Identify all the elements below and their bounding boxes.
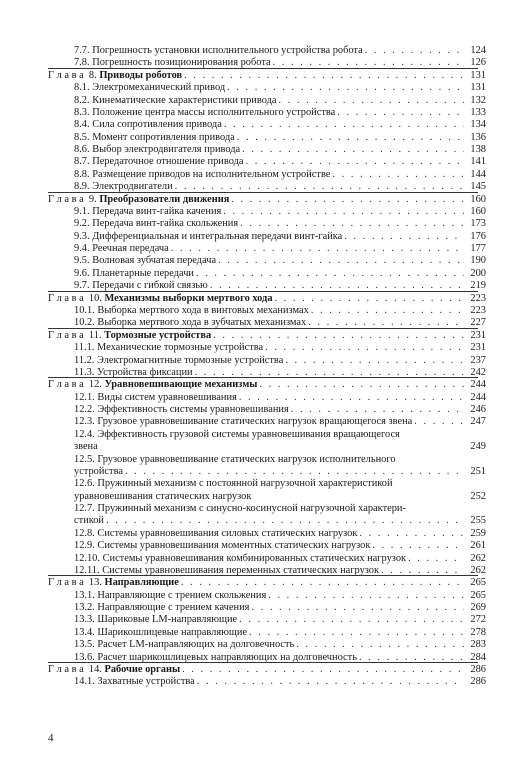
section-title: Пружинный механизм с постоянной нагрузочной характеристикой	[97, 478, 393, 490]
section-title: Волновая зубчатая передача	[92, 255, 217, 267]
chapter-title: Рабочие органы	[104, 664, 181, 675]
page-ref: 251	[470, 465, 486, 477]
page-ref: 223	[470, 304, 486, 316]
toc-section	[74, 589, 486, 602]
section-title: Погрешность позиционирования робота	[92, 57, 271, 69]
section-title: Дифференциальная и интегральная передачи винт-гайка	[92, 230, 343, 242]
dot-leader	[229, 193, 464, 206]
toc-section	[74, 354, 486, 367]
section-title: Выборка мертвого хода в зубчатых механизмах	[97, 317, 307, 329]
page-ref: 237	[470, 354, 486, 366]
dot-leader	[169, 242, 464, 255]
section-title: Устройства фиксации	[97, 366, 193, 378]
chapter-prefix: Г л а в а 10.	[48, 292, 105, 304]
page-ref: 283	[470, 639, 486, 651]
section-number: 12.10.	[74, 552, 103, 564]
section-number: 8.1.	[74, 82, 93, 94]
section-title: Расчет LM-направляющих на долговечность	[97, 639, 295, 651]
page-number: 4	[48, 732, 54, 744]
dot-leader	[221, 205, 464, 218]
toc-section	[74, 341, 486, 354]
page-ref: 176	[470, 230, 486, 242]
section-title: Расчет шарикошлицевых направляющих на долговечность	[97, 651, 357, 663]
page-ref: 160	[470, 193, 486, 205]
dot-leader	[225, 81, 464, 94]
section-title: Кинематические характеристики привода	[92, 94, 277, 106]
page-ref: 223	[470, 292, 486, 304]
page-ref: 231	[470, 342, 486, 354]
toc-section-continuation	[74, 440, 486, 453]
toc-chapter	[48, 292, 486, 305]
toc-section	[74, 267, 486, 280]
page-ref: 261	[470, 540, 486, 552]
section-title: Передачи с гибкой связью	[92, 280, 208, 292]
dot-leader	[238, 217, 464, 230]
section-number: 10.2.	[74, 317, 98, 329]
toc-section-continuation	[74, 490, 486, 503]
toc-section	[74, 552, 486, 565]
section-number: 9.7.	[74, 280, 93, 292]
section-title: Грузовое уравновешивание статических нагрузок исполнительного	[97, 453, 396, 465]
dot-leader	[222, 118, 464, 131]
page-ref: 219	[470, 280, 486, 292]
section-title-continuation: уравновешивания статических нагрузок	[74, 490, 252, 502]
dot-leader	[412, 415, 464, 428]
chapter-title: Приводы роботов	[99, 69, 183, 81]
dot-leader	[195, 675, 464, 688]
toc-section	[74, 403, 486, 416]
toc-section	[74, 391, 486, 404]
dot-leader	[179, 576, 464, 589]
section-title: Системы уравновешивания силовых статических нагрузок	[97, 527, 358, 539]
section-number: 8.4.	[74, 119, 93, 131]
section-number: 9.5.	[74, 255, 93, 267]
page-ref: 244	[470, 391, 486, 403]
dot-leader	[283, 354, 464, 367]
section-number: 12.4.	[74, 428, 98, 440]
page-ref: 136	[470, 131, 486, 143]
section-number: 11.3.	[74, 366, 97, 378]
section-number: 9.2.	[74, 218, 93, 230]
dot-leader	[309, 304, 464, 317]
toc-section	[74, 254, 486, 267]
toc-section	[74, 230, 486, 243]
section-number: 8.9.	[74, 181, 93, 193]
dot-leader	[294, 638, 464, 651]
section-number: 8.2.	[74, 94, 93, 106]
page-ref: 131	[470, 69, 486, 81]
chapter-prefix: Г л а в а 14.	[48, 664, 105, 675]
page-ref: 272	[470, 614, 486, 626]
section-title: Положение центра массы исполнительного устройства	[92, 106, 336, 118]
toc-section	[74, 626, 486, 639]
toc-section	[74, 94, 486, 107]
toc-section	[74, 415, 486, 428]
dot-leader	[194, 267, 464, 280]
page-ref: 252	[470, 490, 486, 502]
toc-section	[74, 118, 486, 131]
dot-leader	[123, 465, 464, 478]
toc-section-continuation	[74, 514, 486, 527]
section-title: Передаточное отношение привода	[92, 156, 244, 168]
toc-section	[74, 613, 486, 626]
dot-leader	[357, 527, 464, 540]
toc-section	[74, 477, 486, 490]
page-ref: 227	[470, 317, 486, 329]
section-number: 8.5.	[74, 131, 93, 143]
section-number: 14.1.	[74, 676, 98, 688]
dot-leader	[237, 613, 464, 626]
section-number: 12.3.	[74, 416, 98, 428]
toc-section	[74, 106, 486, 119]
page-ref: 244	[470, 379, 486, 391]
section-number: 9.3.	[74, 230, 93, 242]
section-title: Планетарные передачи	[92, 267, 194, 279]
dot-leader	[247, 626, 464, 639]
section-title: Передача винт-гайка качения	[92, 205, 222, 217]
dot-leader	[240, 143, 464, 156]
page-ref: 200	[470, 267, 486, 279]
dot-leader	[211, 329, 464, 342]
dot-leader	[104, 514, 464, 527]
section-title: Сила сопротивления привода	[92, 119, 222, 131]
dot-leader	[277, 94, 465, 107]
page-ref: 242	[470, 366, 486, 378]
page-ref: 262	[470, 564, 486, 576]
section-number: 7.7.	[74, 45, 93, 56]
toc-section	[74, 131, 486, 144]
section-number: 12.2.	[74, 404, 98, 416]
page-ref: 134	[470, 119, 486, 131]
section-title: Электромагнитные тормозные устройства	[97, 354, 284, 366]
page-ref: 249	[470, 441, 486, 453]
section-number: 11.1.	[74, 342, 97, 354]
section-number: 12.9.	[74, 540, 98, 552]
dot-leader	[289, 403, 464, 416]
section-title: Выбор электродвигателя привода	[92, 144, 241, 156]
section-title: Шарикошлицевые направляющие	[97, 626, 248, 638]
dot-leader	[370, 539, 464, 552]
section-title: Системы уравновешивания моментных статических нагрузок	[97, 540, 371, 552]
dot-leader	[257, 378, 464, 391]
section-title: Захватные устройства	[97, 676, 195, 688]
toc-section	[74, 155, 486, 168]
section-title: Системы уравновешивания комбинированных статических нагрузок	[102, 552, 407, 564]
dot-leader	[266, 589, 464, 602]
section-number: 12.1.	[74, 391, 98, 403]
page-ref: 133	[470, 106, 486, 118]
toc-section	[74, 453, 486, 466]
section-title: Выборка мертвого хода в винтовых механизмах	[97, 304, 309, 316]
page-ref: 259	[470, 527, 486, 539]
section-title-continuation: звена	[74, 441, 98, 453]
page-ref: 160	[470, 205, 486, 217]
page-ref: 265	[470, 589, 486, 601]
toc-section-continuation	[74, 465, 486, 478]
section-number: 8.3.	[74, 106, 93, 118]
section-title: Погрешность установки исполнительного устройства робота	[92, 45, 363, 56]
toc-section	[74, 527, 486, 540]
chapter-title: Тормозные устройства	[104, 329, 212, 341]
page-ref: 286	[470, 676, 486, 688]
section-number: 11.2.	[74, 354, 97, 366]
section-number: 12.8.	[74, 527, 98, 539]
section-title: Электродвигатели	[92, 181, 173, 193]
chapter-title: Механизмы выборки мертвого хода	[104, 292, 273, 304]
toc-section	[74, 502, 486, 515]
section-number: 8.6.	[74, 144, 93, 156]
toc-section	[74, 638, 486, 651]
section-title: Системы уравновешивания переменных статических нагрузок	[102, 564, 380, 576]
toc-chapter	[48, 663, 486, 676]
section-title: Эффективность грузовой системы уравновешивания вращающегося	[97, 428, 400, 440]
toc-section	[74, 601, 486, 614]
section-title: Виды систем уравновешивания	[97, 391, 237, 403]
chapter-prefix: Г л а в а 12.	[48, 379, 105, 391]
toc-section	[74, 539, 486, 552]
section-title: Направляющие с трением качения	[97, 602, 250, 614]
section-number: 12.7.	[74, 503, 98, 515]
dot-leader	[363, 44, 464, 57]
section-title: Шариковые LM-направляющие	[97, 614, 238, 626]
page-ref: 138	[470, 144, 486, 156]
page-ref: 246	[470, 404, 486, 416]
section-number: 13.6.	[74, 651, 98, 663]
section-title: Направляющие с трением скольжения	[97, 589, 267, 601]
page-ref: 144	[470, 168, 486, 180]
chapter-prefix: Г л а в а 8.	[48, 69, 100, 81]
page-ref: 262	[470, 552, 486, 564]
section-title: Размещение приводов на исполнительном устройстве	[92, 168, 331, 180]
dot-leader	[244, 155, 465, 168]
page-ref: 131	[470, 82, 486, 94]
page-ref: 126	[470, 57, 486, 69]
section-title-continuation: стикой	[74, 515, 104, 527]
toc-chapter	[48, 378, 486, 391]
section-number: 8.8.	[74, 168, 93, 180]
page-ref: 269	[470, 602, 486, 614]
section-number: 12.11.	[74, 564, 103, 576]
section-number: 13.5.	[74, 639, 98, 651]
dot-leader	[249, 601, 464, 614]
dot-leader	[180, 663, 464, 676]
dot-leader	[330, 168, 464, 181]
dot-leader	[182, 69, 464, 82]
section-number: 9.6.	[74, 267, 93, 279]
section-number: 9.4.	[74, 243, 93, 255]
page-ref: 284	[470, 651, 486, 663]
section-number: 13.4.	[74, 626, 98, 638]
page-ref: 231	[470, 329, 486, 341]
chapter-title: Уравновешивающие механизмы	[104, 379, 258, 391]
toc-section	[74, 675, 486, 688]
section-number: 12.6.	[74, 478, 98, 490]
chapter-title: Преобразователи движения	[99, 193, 230, 205]
dot-leader	[237, 391, 464, 404]
dot-leader	[335, 106, 464, 119]
toc-chapter	[48, 193, 486, 206]
section-number: 10.1.	[74, 304, 98, 316]
page-ref: 247	[470, 416, 486, 428]
dot-leader	[216, 254, 464, 267]
page-ref: 177	[470, 243, 486, 255]
section-title: Момент сопротивления привода	[92, 131, 235, 143]
section-title: Реечная передача	[92, 243, 169, 255]
toc-chapter	[48, 576, 486, 589]
section-number: 9.1.	[74, 205, 93, 217]
page-ref: 278	[470, 626, 486, 638]
toc-section	[74, 242, 486, 255]
section-number: 13.3.	[74, 614, 98, 626]
chapter-prefix: Г л а в а 13.	[48, 577, 105, 589]
page-ref: 141	[470, 156, 486, 168]
dot-leader	[263, 341, 464, 354]
section-number: 7.8.	[74, 57, 93, 69]
section-title: Механические тормозные устройства	[97, 342, 264, 354]
toc-section	[74, 217, 486, 230]
page-ref: 190	[470, 255, 486, 267]
page-ref: 286	[470, 664, 486, 675]
toc-section	[74, 143, 486, 156]
section-title: Электромеханический привод	[92, 82, 226, 94]
page-ref: 132	[470, 94, 486, 106]
page-ref: 124	[470, 45, 486, 56]
dot-leader	[273, 292, 464, 305]
toc-section	[74, 168, 486, 181]
toc-section	[74, 428, 486, 441]
dot-leader	[342, 230, 464, 243]
section-title: Эффективность системы уравновешивания	[97, 404, 289, 416]
page-ref: 145	[470, 181, 486, 193]
toc-section	[74, 205, 486, 218]
toc-section	[74, 304, 486, 317]
dot-leader	[235, 131, 464, 144]
section-number: 13.1.	[74, 589, 98, 601]
section-title: Передача винт-гайка скольжения	[92, 218, 239, 230]
toc-chapter	[48, 329, 486, 342]
dot-leader	[406, 552, 464, 565]
chapter-title: Направляющие	[104, 577, 179, 589]
toc-chapter	[48, 69, 486, 82]
page-ref: 173	[470, 218, 486, 230]
page-ref: 255	[470, 515, 486, 527]
toc-section	[74, 81, 486, 94]
chapter-prefix: Г л а в а 11.	[48, 329, 105, 341]
section-title-continuation: устройства	[74, 465, 123, 477]
section-number: 8.7.	[74, 156, 93, 168]
toc-section	[74, 44, 486, 57]
page-ref: 265	[470, 577, 486, 589]
section-number: 12.5.	[74, 453, 98, 465]
chapter-prefix: Г л а в а 9.	[48, 193, 100, 205]
section-number: 13.2.	[74, 602, 98, 614]
section-title: Пружинный механизм с синусно-косинусной нагрузочной характери-	[97, 503, 406, 515]
section-title: Грузовое уравновешивание статических нагрузок вращающегося звена	[97, 416, 413, 428]
